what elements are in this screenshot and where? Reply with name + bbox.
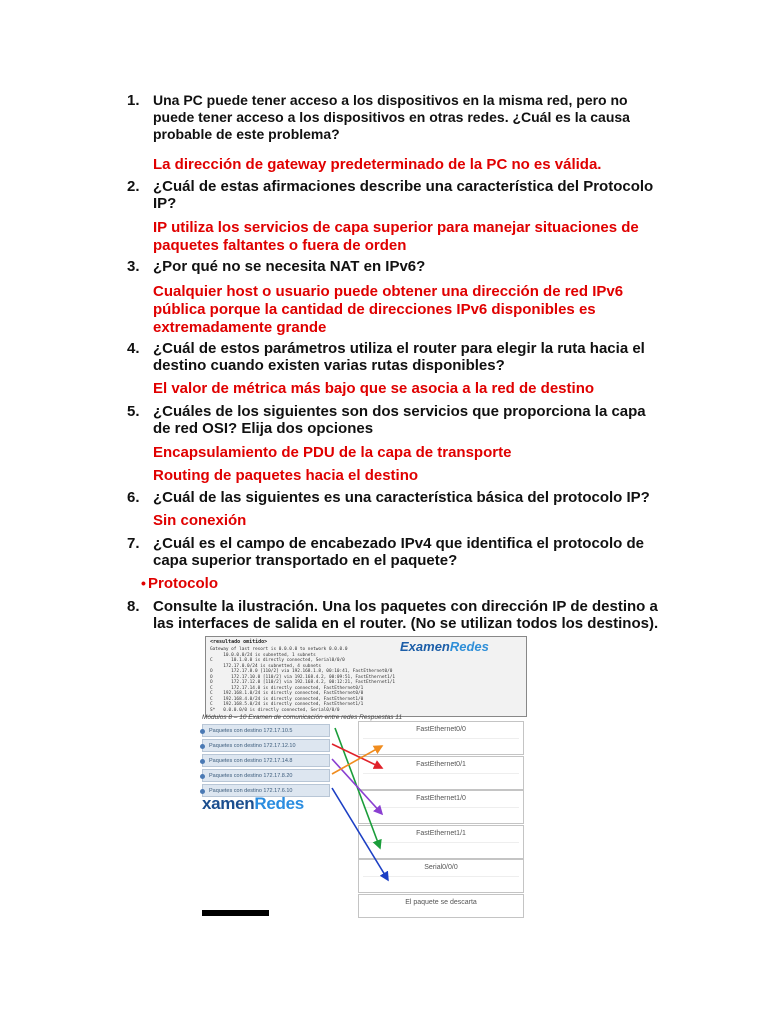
answer-text: Sin conexión	[153, 512, 247, 529]
question-text-line: Consulte la ilustración. Una los paquetes con dirección IP de destino a	[153, 598, 658, 615]
routing-table-line: C 10.1.0.0 is directly connected, Serial0/0/0	[210, 658, 345, 663]
figure-routing-exercise	[202, 636, 532, 916]
packet-label: Paquetes con destino 172.17.10.5	[209, 728, 293, 734]
question-text-line: capa superior transportado en el paquete?	[153, 552, 458, 569]
answer-text: pública porque la cantidad de direcciones IPv6 disponibles es	[153, 301, 596, 318]
routing-table-line: C 172.17.14.0 is directly connected, FastEthernet0/1	[210, 685, 364, 691]
answer-text: Cualquier host o usuario puede obtener una dirección de red IPv6	[153, 283, 624, 300]
packet-label: Paquetes con destino 172.17.6.10	[209, 788, 293, 794]
match-arrows	[202, 636, 532, 916]
question-number: 5.	[127, 403, 140, 420]
question-number: 7.	[127, 535, 140, 552]
match-arrow	[332, 746, 382, 774]
examenredes-watermark: xamenRedes	[202, 794, 304, 813]
question-number: 2.	[127, 178, 140, 195]
routing-table-line: 10.0.0.0/24 is subnetted, 1 subnets	[210, 652, 316, 658]
match-arrow	[332, 788, 388, 880]
question-text-line: ¿Cuál de estas afirmaciones describe una característica del Protocolo	[153, 178, 654, 195]
routing-table-line: O 172.17.8.0 [110/2] via 192.168.1.8, 00:10:41, FastEthernet0/0	[210, 669, 393, 674]
answer-text: IP utiliza los servicios de capa superior para manejar situaciones de	[153, 219, 639, 236]
answer-text: paquetes faltantes o fuera de orden	[153, 237, 407, 254]
answer-text: Encapsulamiento de PDU de la capa de transporte	[153, 444, 512, 461]
routing-table-line: O 172.17.10.0 [110/2] via 192.168.4.2, 00:09:51, FastEthernet1/1	[210, 674, 396, 680]
routing-table-line: C 192.168.1.0/24 is directly connected, FastEthernet0/0	[210, 691, 364, 696]
packet-label: Paquetes con destino 172.17.12.10	[209, 743, 296, 749]
question-text-line: probable de este problema?	[153, 126, 340, 142]
question-number: 4.	[127, 340, 140, 357]
routing-table-line: Gateway of last resort is 0.0.0.0 to network 0.0.0.0	[210, 647, 348, 652]
destination-label: Serial0/0/0	[424, 864, 458, 871]
packet-label: Paquetes con destino 172.17.14.8	[209, 758, 293, 764]
match-arrow	[332, 744, 382, 768]
examenredes-logo: ExamenRedes	[400, 639, 489, 654]
answer-text: extremadamente grande	[153, 319, 327, 336]
figure-caption: Módulos 8 – 10 Examen de comunicación entre redes Respuestas 11	[202, 714, 403, 721]
bullet-icon: •	[141, 575, 146, 591]
question-text-line: destino cuando existen varias rutas disponibles?	[153, 357, 505, 374]
answer-text: La dirección de gateway predeterminado de la PC no es válida.	[153, 156, 602, 173]
question-text-line: Una PC puede tener acceso a los dispositivos en la misma red, pero no	[153, 92, 628, 108]
question-number: 8.	[127, 598, 140, 615]
question-text-line: IP?	[153, 195, 177, 212]
question-text-line: ¿Cuál de estos parámetros utiliza el router para elegir la ruta hacia el	[153, 340, 645, 357]
question-number: 3.	[127, 258, 140, 275]
answer-text: El valor de métrica más bajo que se asocia a la red de destino	[153, 380, 595, 397]
question-text-line: ¿Cuál es el campo de encabezado IPv4 que identifica el protocolo de	[153, 535, 644, 552]
question-text-line: de red OSI? Elija dos opciones	[153, 420, 374, 437]
destination-label: FastEthernet0/1	[416, 761, 466, 768]
routing-table-line: S* 0.0.0.0/0 is directly connected, Serial0/0/0	[210, 707, 340, 713]
question-text-line: ¿Por qué no se necesita NAT en IPv6?	[153, 258, 426, 275]
terminal-header: <resultado omitido>	[210, 639, 268, 645]
destination-label: El paquete se descarta	[405, 899, 477, 906]
question-text-line: las interfaces de salida en el router. (No se utilizan todos los destinos).	[153, 615, 659, 632]
routing-table-line: O 172.17.12.0 [110/2] via 192.168.4.2, 00:12:21, FastEthernet1/1	[210, 680, 396, 685]
destination-label: FastEthernet1/1	[416, 830, 466, 837]
packet-label: Paquetes con destino 172.17.8.20	[209, 773, 293, 779]
question-text-line: puede tener acceso a los dispositivos en otras redes. ¿Cuál es la causa	[153, 109, 630, 125]
question-number: 1.	[127, 92, 140, 109]
question-text-line: ¿Cuáles de los siguientes son dos servicios que proporciona la capa	[153, 403, 646, 420]
destination-label: FastEthernet0/0	[416, 726, 466, 733]
match-arrow	[332, 759, 382, 814]
question-text-line: ¿Cuál de las siguientes es una característica básica del protocolo IP?	[153, 489, 650, 506]
answer-text: Protocolo	[148, 575, 218, 592]
answer-text: Routing de paquetes hacia el destino	[153, 467, 419, 484]
question-number: 6.	[127, 489, 140, 506]
routing-table-line: C 192.168.5.0/24 is directly connected, FastEthernet1/1	[210, 702, 364, 707]
routing-table-line: C 192.168.4.0/24 is directly connected, FastEthernet1/0	[210, 696, 364, 702]
destination-label: FastEthernet1/0	[416, 795, 466, 802]
routing-table-line: 172.17.0.0/24 is subnetted, 4 subnets	[210, 663, 322, 669]
